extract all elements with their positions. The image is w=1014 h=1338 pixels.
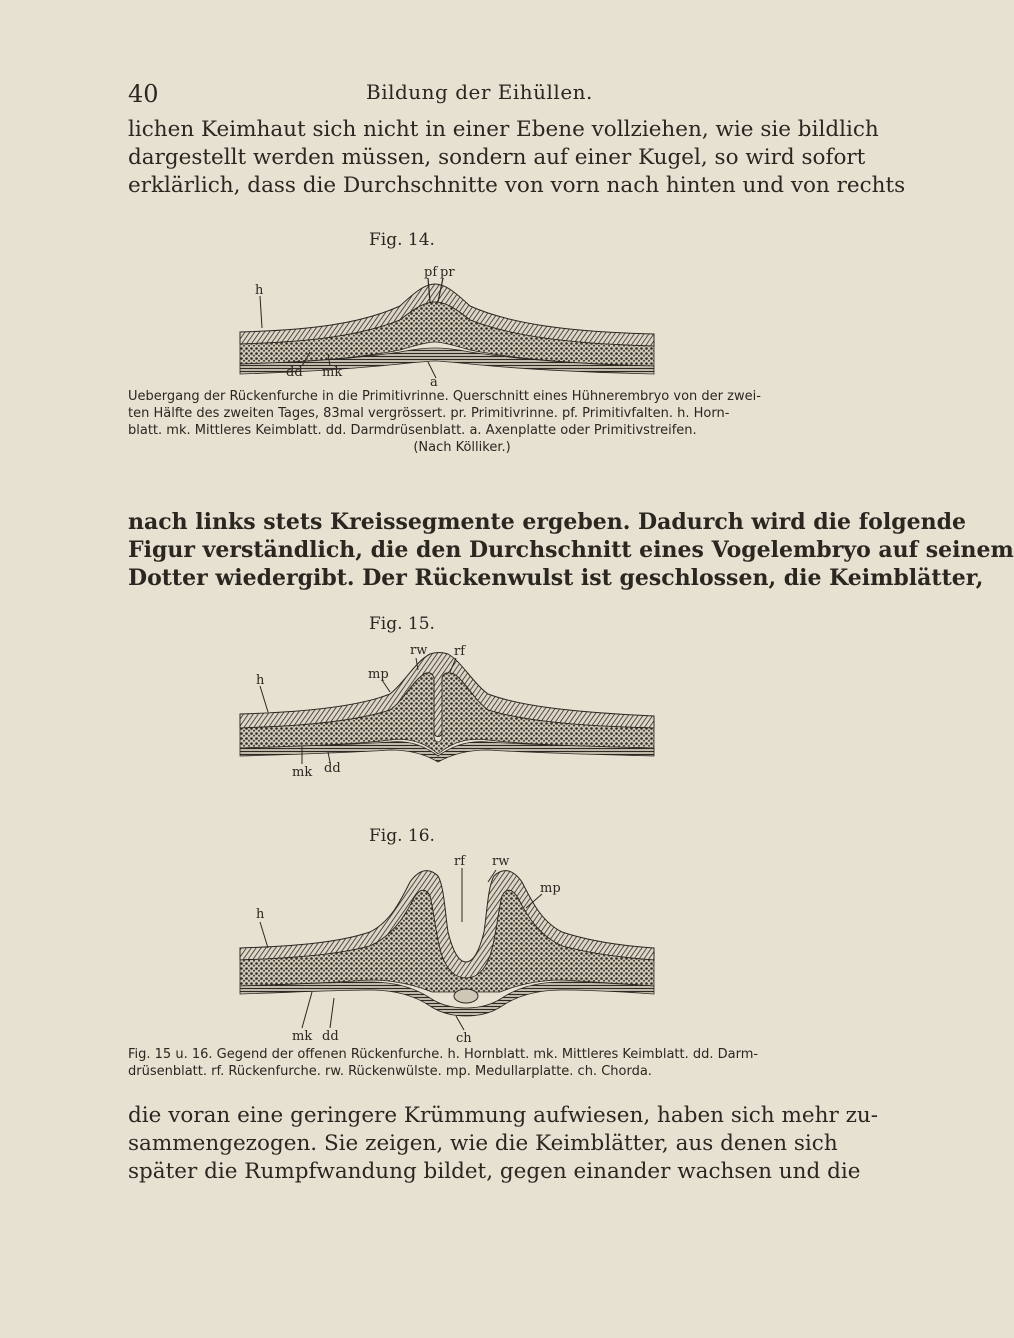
label-dd: dd [324, 761, 341, 776]
figure-15-illustration [230, 642, 660, 780]
label-a: a [430, 375, 438, 390]
figure-14-title: Fig. 14. [369, 230, 435, 250]
figure-14-caption [128, 388, 796, 456]
label-pf: pf [424, 265, 438, 280]
label-h: h [255, 283, 264, 298]
page-number: 40 [128, 80, 159, 108]
label-ch: ch [456, 1031, 472, 1046]
page-header [128, 80, 728, 110]
caption-line: Fig. 15 u. 16. Gegend der offenen Rückenfurche. h. Hornblatt. mk. Mittleres Keimblatt. dd. Darm- [128, 1047, 759, 1062]
label-dd: dd [286, 365, 303, 380]
label-rf: rf [454, 854, 466, 869]
label-mp: mp [368, 667, 389, 682]
caption-line: (Nach Kölliker.) [413, 440, 511, 455]
label-mk: mk [322, 365, 343, 380]
caption-line: Uebergang der Rückenfurche in die Primitivrinne. Querschnitt eines Hühnerembryo von der zwei- [128, 389, 761, 404]
label-mp: mp [540, 881, 561, 896]
label-rw: rw [492, 854, 510, 869]
label-mk: mk [292, 1029, 313, 1044]
text-line: Figur verständlich, die den Durchschnitt eines Vogelembryo auf seinem [128, 537, 1014, 563]
text-line: dargestellt werden müssen, sondern auf einer Kugel, so wird sofort [128, 145, 866, 170]
figure-16-illustration [230, 852, 660, 1046]
figure-14-illustration [230, 262, 660, 390]
paragraph-3 [128, 1102, 879, 1186]
text-line: später die Rumpfwandung bildet, gegen einander wachsen und die [128, 1159, 861, 1184]
label-rf: rf [454, 644, 466, 659]
label-h: h [256, 907, 265, 922]
caption-line: blatt. mk. Mittleres Keimblatt. dd. Darmdrüsenblatt. a. Axenplatte oder Primitivstreifen. [128, 423, 697, 438]
text-line: lichen Keimhaut sich nicht in einer Ebene vollziehen, wie sie bildlich [128, 117, 879, 142]
text-line: sammengezogen. Sie zeigen, wie die Keimblätter, aus denen sich [128, 1131, 838, 1156]
paragraph-1 [128, 116, 906, 200]
paragraph-2 [128, 508, 1014, 592]
caption-line: ten Hälfte des zweiten Tages, 83mal vergrössert. pr. Primitivrinne. pf. Primitivfalten. h. Horn- [128, 406, 730, 421]
caption-line: drüsenblatt. rf. Rückenfurche. rw. Rückenwülste. mp. Medullarplatte. ch. Chorda. [128, 1064, 652, 1079]
label-dd: dd [322, 1029, 339, 1044]
text-line: nach links stets Kreissegmente ergeben. Dadurch wird die folgende [128, 509, 966, 535]
figure-15-title: Fig. 15. [369, 614, 435, 634]
text-line: die voran eine geringere Krümmung aufwiesen, haben sich mehr zu- [128, 1103, 879, 1128]
text-line: erklärlich, dass die Durchschnitte von vorn nach hinten und von rechts [128, 173, 906, 198]
figure-15-16-caption [128, 1046, 796, 1080]
label-h: h [256, 673, 265, 688]
text-line: Dotter wiedergibt. Der Rückenwulst ist geschlossen, die Keimblätter, [128, 565, 984, 591]
label-pr: pr [440, 265, 455, 280]
figure-16-title: Fig. 16. [369, 826, 435, 846]
label-mk: mk [292, 765, 313, 780]
running-head: Bildung der Eihüllen. [366, 80, 593, 104]
label-rw: rw [410, 643, 428, 658]
